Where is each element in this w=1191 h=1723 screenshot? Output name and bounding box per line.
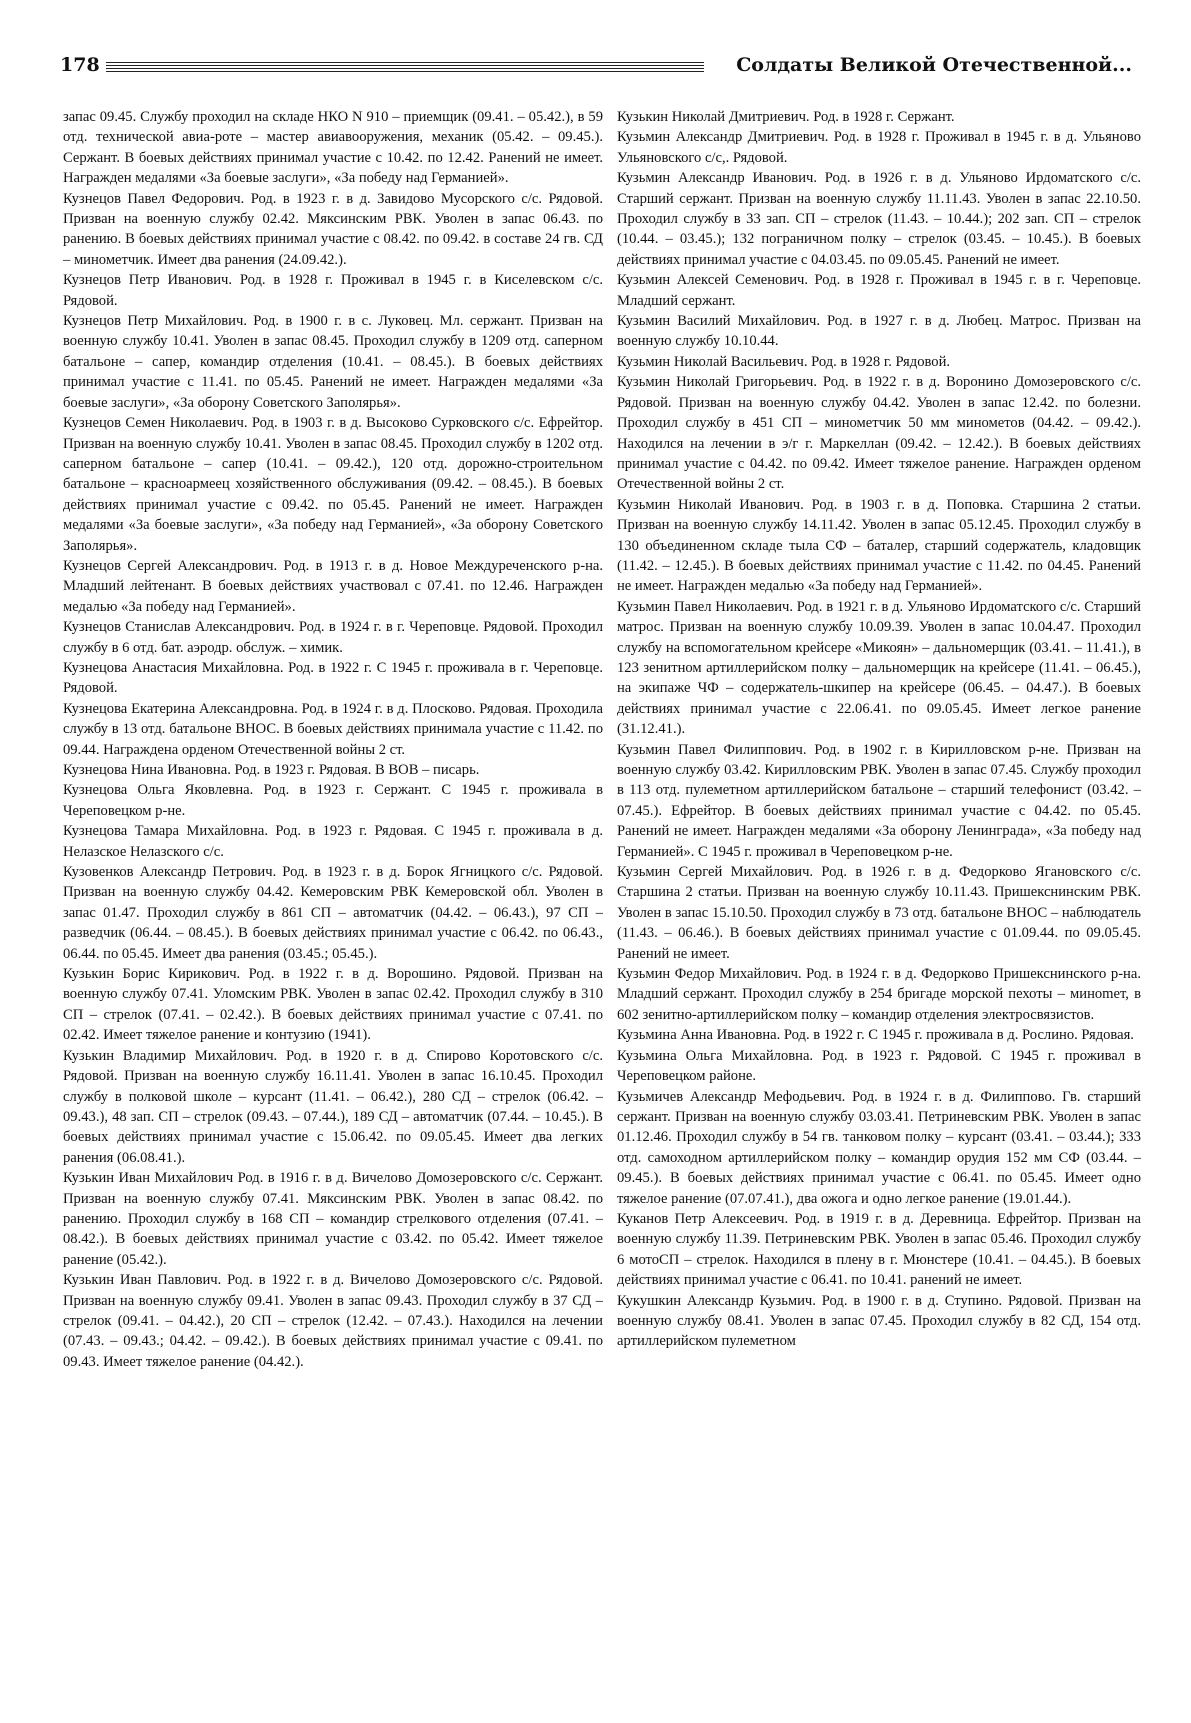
entry: Куканов Петр Алексеевич. Род. в 1919 г. в д. Деревница. Ефрейтор. Призван на военную службу 11.39. Петриневским РВК. Уволен в запас 05.46. Проходил службу 6 мотоСП – стрелок. Находился в плену в г. Мюнстере (10.41. – 04.45.). В боевых действиях принимал участие с 06.41. по 10.41. ранений не имеет. (617, 1210, 1141, 1289)
entry: Кузьмин Павел Филиппович. Род. в 1902 г. в Кирилловском р-не. Призван на военную службу 03.42. Кирилловским РВК. Уволен в запас 07.45. Службу проходил в 113 отд. пулеметном артиллерийском батальоне – старший телефонист (03.42. – 07.45.). Ефрейтор. В боевых действиях принимал участие с 04.42. по 05.45. Ранений не имеет. Награжден медалями «За оборону Ленинграда», «За победу над Германией». С 1945 г. проживал в Череповецком р-не. (617, 741, 1141, 860)
page-header (60, 52, 1132, 88)
entry: Кузнецов Петр Михайлович. Род. в 1900 г. в с. Луковец. Мл. сержант. Призван на военную службу 10.41. Уволен в запас 08.45. Проходил службу в 1209 отд. саперном батальоне – сапер, командир отделения (10.41. – 08.45.). В боевых действиях принимал участие с 11.41. по 05.45. Ранений не имеет. Награжден медалями «За боевые заслуги», «За оборону Советского Заполярья». (63, 313, 603, 411)
entry: Кузнецова Екатерина Александровна. Род. в 1924 г. в д. Плосково. Рядовая. Проходила службу в 13 отд. батальоне ВНОС. В боевых действиях принимала участие с 11.42. по 09.44. Награждена орденом Отечественной войны 2 ст. (63, 700, 603, 758)
entry: Кузькин Иван Павлович. Род. в 1922 г. в д. Вичелово Домозеровского с/с. Рядовой. Призван на военную службу 09.41. Уволен в запас 09.43. Проходил службу в 37 СД – стрелок (09.41. – 04.42.), 20 СП – стрелок (12.42. – 07.43.). Находился на лечении (07.43. – 09.43.; 04.42. – 09.42.). В боевых действиях принимал участие с 09.41. по 09.43. Имеет тяжелое ранение (04.42.). (63, 1272, 603, 1370)
entry: Кузнецова Анастасия Михайловна. Род. в 1922 г. С 1945 г. проживала в г. Череповце. Рядовой. (63, 659, 603, 697)
entry: Кузьмин Сергей Михайлович. Род. в 1926 г. в д. Федорково Ягановского с/с. Старшина 2 статьи. Призван на военную службу 10.11.43. Пришекснинским РВК. Уволен в запас 15.10.50. Проходил службу в 73 отд. батальоне ВНОС – наблюдатель (11.43. – 06.46.). В боевых действиях принимал участие с 01.09.44. по 09.05.45. Ранений не имеет. (617, 864, 1141, 962)
right-column (617, 107, 1141, 1707)
entry: Кузнецова Тамара Михайловна. Род. в 1923 г. Рядовая. С 1945 г. проживала в д. Нелазское Нелазского с/с. (63, 823, 603, 860)
entry: Кузнецова Ольга Яковлевна. Род. в 1923 г. Сержант. С 1945 г. проживала в Череповецком р-не. (63, 782, 603, 819)
entry: Кузьмин Александр Иванович. Род. в 1926 г. в д. Ульяново Ирдоматского с/с. Старший сержант. Призван на военную службу 11.11.43. Уволен в запас 22.10.50. Проходил службу в 33 зап. СП – стрелок (11.43. – 10.44.); 202 зап. СП – стрелок (10.44. – 03.45.); 132 пограничном полку – стрелок (03.45. – 10.45.). В боевых действиях принимал участие с 04.03.45. по 09.05.45. Ранений не имеет. (617, 170, 1141, 268)
entry: Кузнецов Петр Иванович. Род. в 1928 г. Проживал в 1945 г. в Киселевском с/с. Рядовой. (63, 272, 603, 309)
entry: Кузьмин Николай Васильевич. Род. в 1928 г. Рядовой. (617, 353, 951, 370)
entry: Кузьмин Алексей Семенович. Род. в 1928 г. Проживал в 1945 г. в г. Череповце. Младший сержант. (617, 272, 1141, 309)
entry: Кузькин Иван Михайлович Род. в 1916 г. в д. Вичелово Домозеровского с/с. Сержант. Призван на военную службу 07.41. Мяксинским РВК. Уволен в запас 08.42. по ранению. Проходил службу в 168 СП – командир стрелкового отделения (07.41. – 08.42.). В боевых действиях принимал участие с 03.42. по 05.42. Имеет тяжелое ранение (05.42.). (63, 1170, 603, 1268)
running-title: Солдаты Великой Отечественной... (736, 54, 1132, 76)
entry: Кузьмин Александр Дмитриевич. Род. в 1928 г. Проживал в 1945 г. в д. Ульяново Ульяновского с/с,. Рядовой. (617, 129, 1141, 166)
entry: Кузнецова Нина Ивановна. Род. в 1923 г. Рядовая. В ВОВ – писарь. (63, 762, 480, 778)
entry: Кузькин Николай Дмитриевич. Род. в 1928 г. Сержант. (617, 109, 955, 125)
entry: Кузнецов Семен Николаевич. Род. в 1903 г. в д. Высоково Сурковского с/с. Ефрейтор. Призван на военную службу 10.41. Уволен в запас 08.45. Проходил службу в 1202 отд. саперном батальоне – сапер (10.41. – 09.42.), 120 отд. дорожно-строительном батальоне – красноармеец хозяйственного обслуживания (09.42. – 08.45.). В боевых действиях принимал участие с 09.42. по 05.45. Ранений не имеет. Награжден медалями «За боевые заслуги», «За победу над Германией», «За оборону Советского Заполярья». (63, 415, 603, 554)
entry: Кузнецов Сергей Александрович. Род. в 1913 г. в д. Новое Междуреченского р-на. Младший лейтенант. В боевых действиях участвовал с 07.41. по 12.46. Награжден медалью «За победу над Германией». (63, 557, 603, 615)
entry: Кузьмин Николай Иванович. Род. в 1903 г. в д. Поповка. Старшина 2 статьи. Призван на военную службу 14.11.42. Уволен в запас 05.12.45. Проходил службу в 130 объединенном складе тыла СФ – баталер, старший содержатель, кладовщик (11.42. – 12.45.). В боевых действиях принимал участие с 11.42. по 04.45. Ранений не имеет. Награжден медалью «За победу над Германией». (617, 496, 1141, 595)
left-column (63, 107, 603, 1707)
entry: Кузькин Борис Кирикович. Род. в 1922 г. в д. Ворошино. Рядовой. Призван на военную службу 07.41. Уломским РВК. Уволен в запас 02.42. Проходил службу в 310 СП – стрелок (07.41. – 02.42.). В боевых действиях принимал участие с 07.41. по 02.42. Имеет тяжелое ранение и контузию (1941). (63, 966, 603, 1044)
entry: Кукушкин Александр Кузьмич. Род. в 1900 г. в д. Ступино. Рядовой. Призван на военную службу 08.41. Уволен в запас 07.45. Проходил службу в 82 СД, 154 отд. артиллерийском пулеметном (617, 1292, 1141, 1350)
entry: Кузнецов Павел Федорович. Род. в 1923 г. в д. Завидово Мусорского с/с. Рядовой. Призван на военную службу 02.42. Мяксинским РВК. Уволен в запас 06.43. по ранению. В боевых действиях принимал участие с 08.42. по 09.42. в составе 24 гв. СД – минометчик. Имеет два ранения (24.09.42.). (63, 190, 603, 268)
entry: запас 09.45. Службу проходил на складе НКО N 910 – приемщик (09.41. – 05.42.), в 59 отд. технической авиа-роте – мастер авиавооружения, механик (05.42. – 09.45.). Сержант. В боевых действиях принимал участие с 10.42. по 12.42. Ранений не имеет. Награжден медалями «За боевые заслуги», «За победу над Германией». (63, 109, 603, 187)
entry: Кузькин Владимир Михайлович. Род. в 1920 г. в д. Спирово Коротовского с/с. Рядовой. Призван на военную службу 16.11.41. Уволен в запас 16.10.45. Проходил службу в полковой школе – курсант (11.41. – 06.42.), 280 СД – стрелок (06.42. – 09.43.), 48 зап. СП – стрелок (09.43. – 07.44.), 189 СД – автоматчик (07.44. – 10.45.). В боевых действиях принимал участие с 15.06.42. по 09.05.45. Имеет два легких ранения (06.08.41.). (63, 1047, 603, 1166)
entry: Кузьмина Ольга Михайловна. Род. в 1923 г. Рядовой. С 1945 г. проживал в Череповецком районе. (617, 1047, 1141, 1085)
entry: Кузьмина Анна Ивановна. Род. в 1922 г. С 1945 г. проживала в д. Рослино. Рядовая. (617, 1027, 1134, 1044)
page-number: 178 (60, 54, 100, 76)
entry: Кузьмин Павел Николаевич. Род. в 1921 г. в д. Ульяново Ирдоматского с/с. Старший матрос. Призван на военную службу 10.09.39. Уволен в запас 10.04.47. Проходил службу на вспомогательном крейсере «Микоян» – дальномерщик (03.41. – 11.41.), в 123 зенитном артиллерийском полку – дальномерщик на крейсере (11.41. – 06.45.), на экипаже ЧФ – содержатель-шкипер на крейсере (06.45. – 04.47.). В боевых действиях принимал участие с 22.06.41. по 09.05.45. Имеет легкое ранение (31.12.41.). (617, 598, 1141, 738)
entry: Кузовенков Александр Петрович. Род. в 1923 г. в д. Борок Ягницкого с/с. Рядовой. Призван на военную службу 04.42. Кемеровским РВК Кемеровской обл. Уволен в запас 01.47. Проходил службу в 861 СП – автоматчик (04.42. – 06.43.), 97 СП – разведчик (06.44. – 08.45.). В боевых действиях принимал участие с 06.42. по 06.43., 06.44. по 05.45. Имеет два ранения (03.45.; 05.45.). (63, 864, 603, 962)
entry: Кузьмин Федор Михайлович. Род. в 1924 г. в д. Федорково Пришекснинского р-на. Младший сержант. Проходил службу в 254 бригаде морской пехоты – минomет, в 602 зенитно-артиллерийском полку – командир отделения электросвязистов. (617, 966, 1141, 1023)
header-rule (106, 62, 704, 74)
entry: Кузьмичев Александр Мефодьевич. Род. в 1924 г. в д. Филиппово. Гв. старший сержант. Призван на военную службу 03.03.41. Петриневским РВК. Уволен в запас 01.12.46. Проходил службу в 54 гв. танковом полку – курсант (03.41. – 03.44.); 333 отд. самоходном артиллерийском полку – командир орудия 152 мм СФ (03.44. – 09.45.). В боевых действиях принимал участие с 06.41. по 05.45. Имеет одно тяжелое ранение (07.07.41.), два ожога и одно легкое ранение (19.01.44.). (617, 1088, 1141, 1207)
entry: Кузьмин Николай Григорьевич. Род. в 1922 г. в д. Воронино Домозеровского с/с. Рядовой. Призван на военную службу 04.42. Уволен в запас 12.42. по болезни. Проходил службу в 451 СП – минометчик 50 мм минометов (04.42. – 09.42.). Находился на лечении в э/г г. Маркеллан (09.42. – 12.42.). В боевых действиях принимал участие с 04.42. по 09.42. Имеет тяжелое ранение. Награжден орденом Отечественной войны 2 ст. (617, 374, 1141, 493)
entry: Кузьмин Василий Михайлович. Род. в 1927 г. в д. Любец. Матрос. Призван на военную службу 10.10.44. (617, 313, 1141, 350)
entry: Кузнецов Станислав Александрович. Род. в 1924 г. в г. Череповце. Рядовой. Проходил службу в 6 отд. бат. аэродр. обслуж. – химик. (63, 619, 603, 656)
